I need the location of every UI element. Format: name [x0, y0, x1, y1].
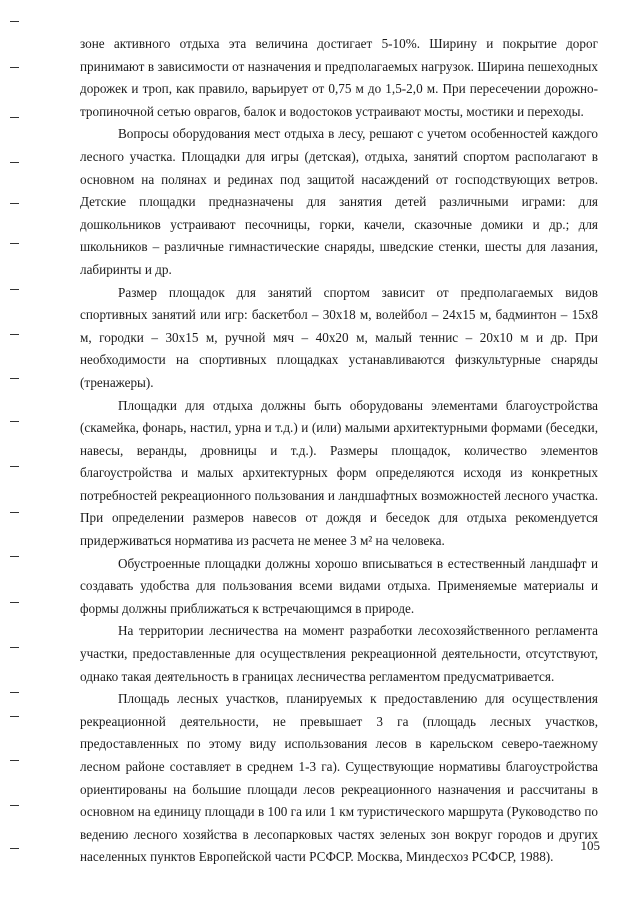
paragraph-rest-areas: Площадки для отдыха должны быть оборудованы элементами благоустройства (скамейка, фонарь, настил, урна и т.д.) и (или) малыми архитектурными формами (беседки, навесы, веранды, дровницы и т.д.). Размеры площадок, количество элементов благоустройства и малых архитектурных форм определяются исходя из конкретных потребностей рекреационного пользования и ландшафтных возможностей лесного участка. При определении размеров навесов от дождя и беседок для отдыха рекомендуется придерживаться норматива из расчета не менее 3 м² на человека.	[80, 397, 598, 549]
margin-tick	[10, 760, 19, 761]
margin-tick	[10, 117, 19, 118]
margin-tick	[10, 805, 19, 806]
document-body	[80, 33, 598, 869]
margin-tick	[10, 289, 19, 290]
margin-tick	[10, 21, 19, 22]
paragraph-continuation: зоне активного отдыха эта величина достигает 5-10%. Ширину и покрытие дорог принимают в зависимости от назначения и предполагаемых нагрузок. Ширина пешеходных дорожек и троп, как правило, варьирует от 0,75 м до 1,5-2,0 м. При пересечении дорожно-тропиночной сетью оврагов, балок и водостоков устраивают мосты, мостики и переходы.	[80, 36, 598, 119]
margin-tick	[10, 203, 19, 204]
margin-tick	[10, 602, 19, 603]
margin-tick	[10, 848, 19, 849]
margin-tick	[10, 334, 19, 335]
paragraph-area-norms: Площадь лесных участков, планируемых к предоставлению для осуществления рекреационной деятельности, не превышает 3 га (площадь лесных участков, предоставленных по этому виду использования лесов в карельском северо-таежному лесном районе составляет в среднем 1-3 га). Существующие нормативы благоустройства ориентированы на большие площади лесов рекреационного назначения и рассчитаны в основном на единицу площади в 100 га или 1 км туристического маршрута (Руководство по ведению лесного хозяйства в лесопарковых частях зеленых зон вокруг городов и других населенных пунктов Европейской части РСФСР. Москва, Миндесхоз РСФСР, 1988).	[80, 691, 598, 865]
margin-tick	[10, 67, 19, 68]
page-number: 105	[580, 838, 600, 853]
margin-tick	[10, 512, 19, 513]
margin-tick	[10, 421, 19, 422]
margin-tick	[10, 243, 19, 244]
margin-tick	[10, 378, 19, 379]
margin-tick	[10, 162, 19, 163]
paragraph-equipment: Вопросы оборудования мест отдыха в лесу, решают с учетом особенностей каждого лесного участка. Площадки для игры (детская), отдыха, занятий спортом располагают в основном на полянах и рединах под защитой насаждений от господствующих ветров. Детские площадки предназначены для занятия детей различными играми: для дошкольников устраивают песочницы, горки, качели, сказочные домики и др.; для школьников – различные гимнастические снаряды, шведские стенки, шесты для лазания, лабиринты и др.	[80, 126, 598, 277]
margin-tick	[10, 716, 19, 717]
paragraph-landscape: Обустроенные площадки должны хорошо вписываться в естественный ландшафт и создавать удобства для пользования всеми видами отдыха. Применяемые материалы и формы должны приближаться к встречающимся в природе.	[80, 555, 598, 616]
margin-tick	[10, 647, 19, 648]
paragraph-sport-sizes: Размер площадок для занятий спортом зависит от предполагаемых видов спортивных занятий или игр: баскетбол – 30х18 м, волейбол – 24х15 м, бадминтон – 15х8 м, городки – 30х15 м, ручной мяч – 40х20 м, малый теннис – 20х10 м и др. При необходимости на спортивных площадках устанавливаются физкультурные снаряды (тренажеры).	[80, 284, 598, 390]
paragraph-territory: На территории лесничества на момент разработки лесохозяйственного регламента участки, предоставленные для осуществления рекреационной деятельности, отсутствуют, однако такая деятельность в границах лесничества регламентом предусматривается.	[80, 623, 598, 684]
margin-tick-marks	[0, 0, 30, 905]
margin-tick	[10, 692, 19, 693]
margin-tick	[10, 556, 19, 557]
margin-tick	[10, 466, 19, 467]
